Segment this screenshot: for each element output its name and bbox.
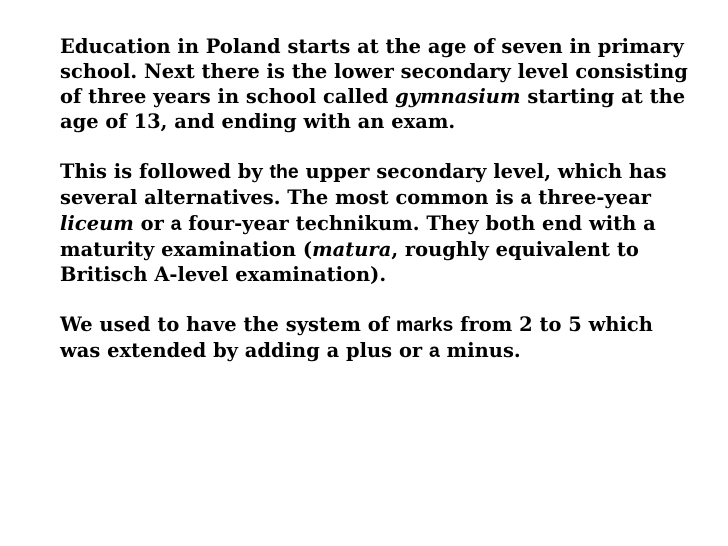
- text-run-sans: the: [269, 161, 299, 183]
- text-run-sans: a: [429, 340, 440, 362]
- text-run: three-year: [531, 186, 652, 209]
- text-run: starting at the age of 13, and ending with an exam.: [60, 85, 686, 133]
- text-run: We used to have the system of: [60, 313, 396, 336]
- paragraph-upper-secondary: [60, 159, 700, 287]
- paragraph-marks-system: [60, 312, 700, 364]
- text-run-sans: a: [170, 213, 182, 235]
- text-run: upper secondary level, which has several alternatives. The most common is: [60, 160, 667, 209]
- text-run: four-year technikum. They both end with a maturity examination (: [60, 212, 656, 261]
- emphasis-liceum: liceum: [60, 212, 134, 235]
- text-run: Education in Poland starts at the age of seven in primary school. Next there is the lower secondary level consisting of three years in school called: [60, 35, 688, 108]
- paragraph-education-overview: [60, 34, 700, 134]
- text-run: minus.: [439, 339, 521, 362]
- text-run: This is followed by: [60, 160, 270, 183]
- text-run: from 2 to 5 which was extended by adding a plus or: [60, 313, 653, 362]
- text-run-sans: a: [520, 187, 532, 209]
- emphasis-matura: matura: [312, 238, 392, 261]
- emphasis-gymnasium: gymnasium: [395, 85, 521, 108]
- text-run: , roughly equivalent to Britisch A-level examination).: [60, 238, 639, 286]
- text-run-sans: marks: [395, 314, 454, 336]
- body-text: [60, 34, 700, 364]
- text-run: or: [133, 212, 171, 235]
